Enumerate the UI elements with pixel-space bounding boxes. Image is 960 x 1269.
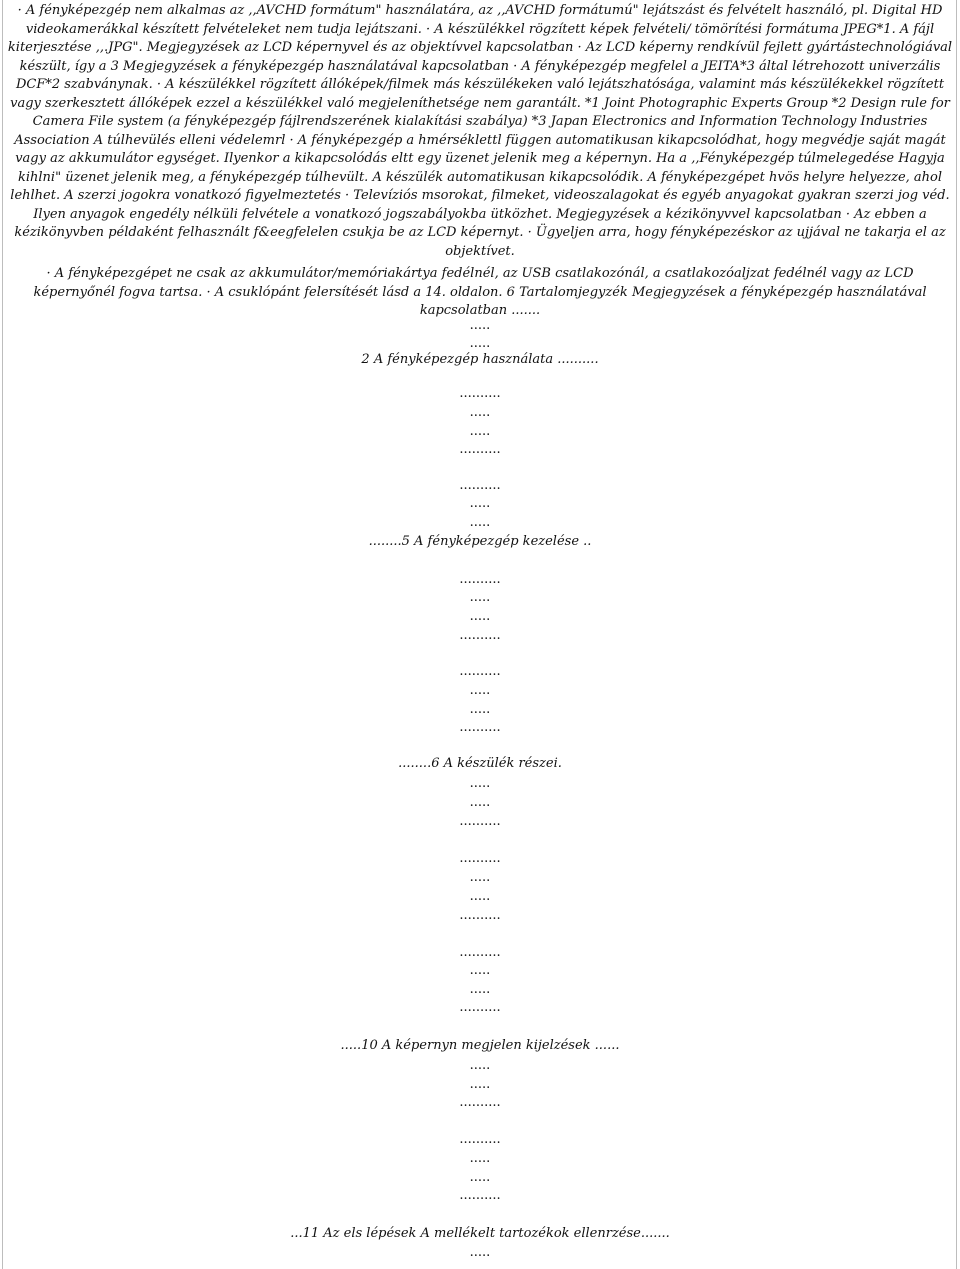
toc-leader-dots: .....	[469, 515, 491, 530]
toc-leader-dots: .....	[469, 1245, 491, 1260]
toc-leader-dots: ..........	[459, 945, 501, 960]
toc-entry: .....10 A képernyn megjelen kijelzések ......	[340, 1038, 620, 1053]
toc-leader-dots: .....	[469, 1077, 491, 1092]
toc-leader-dots: .....	[469, 1151, 491, 1166]
toc-leader-dots: .....	[469, 702, 491, 717]
toc-leader-dots: .....	[469, 683, 491, 698]
toc-leader-dots: ..........	[459, 720, 501, 735]
toc-leader-dots: .....	[469, 609, 491, 624]
toc-leader-dots: ..........	[459, 386, 501, 401]
toc-entry: ........5 A fényképezgép kezelése ..	[368, 534, 592, 549]
toc-leader-dots: ..........	[459, 572, 501, 587]
toc-entry: ...11 Az els lépések A mellékelt tartozékok ellenrzése.......	[290, 1226, 670, 1241]
toc-leader-dots: .....	[469, 424, 491, 439]
toc-leader-dots: ..........	[459, 851, 501, 866]
toc-leader-dots: .....	[469, 496, 491, 511]
toc-leader-dots: ..........	[459, 814, 501, 829]
toc-leader-dots: ..........	[459, 1132, 501, 1147]
toc-leader-dots: ..........	[459, 1095, 501, 1110]
toc-leader-dots: .....	[469, 318, 491, 333]
toc-leader-dots: ..........	[459, 664, 501, 679]
toc-leader-dots: ..........	[459, 1188, 501, 1203]
toc-leader-dots: .....	[469, 795, 491, 810]
toc-leader-dots: .....	[469, 336, 491, 351]
toc-leader-dots: .....	[469, 405, 491, 420]
toc-leader-dots: .....	[469, 963, 491, 978]
toc-leader-dots: .....	[469, 870, 491, 885]
toc-leader-dots: .....	[469, 1058, 491, 1073]
toc-leader-dots: ..........	[459, 442, 501, 457]
toc-leader-dots: ..........	[459, 628, 501, 643]
toc-leader-dots: .....	[469, 982, 491, 997]
toc-leader-dots: ..........	[459, 478, 501, 493]
toc-entry: ........6 A készülék részei.	[398, 756, 562, 771]
intro-paragraph: · A fényképezgép nem alkalmas az ,,AVCHD formátum" használatára, az ,,AVCHD formátumú" lejátszást és felvételt használó, pl. Digital HD videokamerákkal készített felvételeket nem tudja lejátszani. · A készülékkel rögzített képek felvételi/ tömörítési formátuma JPEG*1. A fájl kiterjesztése ,,.JPG". Megjegyzések az LCD képernyvel és az objektívvel kapcsolatban · Az LCD képerny rendkívül fejlett gyártástechnológiával készült, így a 3 Megjegyzések a fényképezgép használatával kapcsolatban · A fényképezgép megfelel a JEITA*3 által létrehozott univerzális DCF*2 szabványnak. · A készülékkel rögzített állóképek/filmek más készülékeken való lejátszhatósága, valamint más készülékekkel rögzített vagy szerkesztett állóképek ezzel a készülékkel való megjeleníthetsége nem garantált. *1 Joint Photographic Experts Group *2 Design rule for Camera File system (a fényképezgép fájlrendszerének kialakítási szabálya) *3 Japan Electronics and Information Technology Industries Association A túlhevülés elleni védelemrl · A fényképezgép a hmérséklettl függen automatikusan kikapcsolódhat, hogy megvédje saját magát vagy az akkumulátor egységet. Ilyenkor a kikapcsolódás eltt egy üzenet jelenik meg a képernyn. Ha a ,,Fényképezgép túlmelegedése Hagyja kihlni" üzenet jelenik meg, a fényképezgép túlhevült. A készülék automatikusan kikapcsolódik. A fényképezgépet hvös helyre helyezze, ahol lehlhet. A szerzi jogokra vonatkozó figyelmeztetés · Televíziós msorokat, filmeket, videoszalagokat és egyéb anyagokat gyakran szerzi jog véd. Ilyen anyagok engedély nélküli felvétele a vonatkozó jogszabályokba ütközhet. Megjegyzések a kézikönyvvel kapcsolatban · Az ebben a kézikönyvben példaként felhasznált f&eegfelelen csukja be az LCD képernyt. · Ügyeljen arra, hogy fényképezéskor az ujjával ne takarja el az objektívet.	[7, 3, 953, 259]
toc-leader-dots: .....	[469, 1170, 491, 1185]
toc-entry: 2 A fényképezgép használata ..........	[361, 352, 599, 367]
second-paragraph: · A fényképezgépet ne csak az akkumulátor/memóriakártya fedélnél, az USB csatlakozónál, a csatlakozóaljzat fedélnél vagy az LCD képernyőnél fogva tartsa. · A csuklópánt felersítését lásd a 14. oldalon. 6 Tartalomjegyzék Megjegyzések a fényképezgép használatával kapcsolatban .......	[33, 266, 927, 318]
toc-leader-dots: ..........	[459, 908, 501, 923]
toc-leader-dots: ..........	[459, 1000, 501, 1015]
toc-leader-dots: .....	[469, 776, 491, 791]
toc-leader-dots: .....	[469, 889, 491, 904]
toc-leader-dots: .....	[469, 590, 491, 605]
